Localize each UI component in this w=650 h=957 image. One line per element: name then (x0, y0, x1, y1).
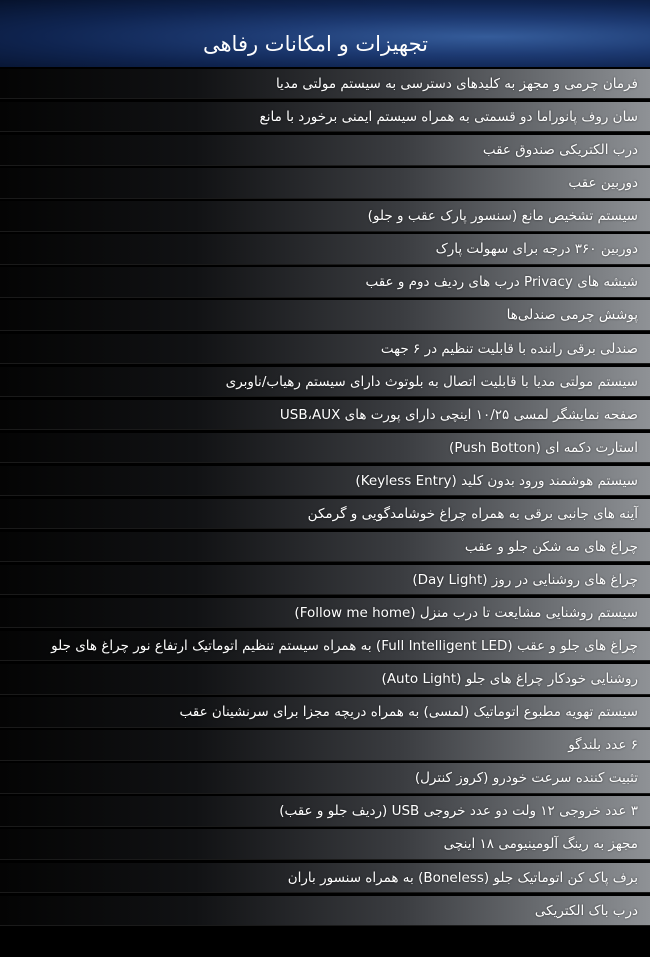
feature-text: چراغ های جلو و عقب (Full Intelligent LED) به همراه سیستم تنظیم اتوماتیک ارتفاع نور چراغ های جلو (51, 638, 638, 655)
feature-row (0, 664, 650, 694)
feature-text: ۳ عدد خروجی ۱۲ ولت دو عدد خروجی USB (ردیف جلو و عقب) (279, 803, 638, 820)
feature-text: سیستم هوشمند ورود بدون کلید (Keyless Entry) (355, 472, 638, 489)
feature-row (0, 168, 650, 198)
feature-text: دوربین ۳۶۰ درجه برای سهولت پارک (435, 241, 638, 258)
feature-text: ۶ عدد بلندگو (568, 737, 638, 754)
feature-text: آینه های جانبی برقی به همراه چراغ خوشامدگویی و گرمکن (307, 505, 638, 522)
feature-row (0, 532, 650, 562)
feature-row (0, 796, 650, 826)
feature-row (0, 433, 650, 463)
feature-row (0, 863, 650, 893)
feature-text: سیستم روشنایی مشایعت تا درب منزل (Follow me home) (294, 605, 638, 621)
feature-row (0, 829, 650, 859)
feature-text: سیستم مولتی مدیا با قابلیت اتصال به بلوتوث دارای سیستم رهیاب/ناوبری (225, 373, 638, 390)
feature-text: سیستم تشخیص مانع (سنسور پارک عقب و جلو) (367, 208, 638, 225)
feature-row (0, 697, 650, 727)
feature-row (0, 763, 650, 793)
feature-text: درب باک الکتریکی (534, 902, 638, 919)
feature-text: دوربین عقب (568, 175, 638, 192)
feature-row (0, 400, 650, 430)
feature-row (0, 499, 650, 529)
feature-row (0, 69, 650, 99)
feature-text: سان روف پانوراما دو قسمتی به همراه سیستم ایمنی برخورد با مانع (259, 109, 638, 126)
feature-text: تثبیت کننده سرعت خودرو (کروز کنترل) (414, 770, 638, 787)
feature-text: صفحه نمایشگر لمسی ۱۰/۲۵ اینچی دارای پورت های USB،AUX (279, 406, 638, 423)
feature-row (0, 234, 650, 264)
feature-text: شیشه های Privacy درب های ردیف دوم و عقب (365, 274, 638, 291)
feature-text: استارت دکمه ای (Push Botton) (449, 439, 638, 456)
feature-row (0, 300, 650, 330)
feature-row (0, 730, 650, 760)
feature-row (0, 367, 650, 397)
feature-row (0, 334, 650, 364)
feature-row (0, 201, 650, 231)
feature-text: صندلی برقی راننده با قابلیت تنظیم در ۶ جهت (380, 340, 638, 357)
feature-row (0, 598, 650, 628)
feature-text: پوشش چرمی صندلی‌ها (506, 307, 638, 324)
feature-text: چراغ های روشنایی در روز (Day Light) (412, 571, 638, 588)
feature-text: برف پاک کن اتوماتیک جلو (Boneless) به همراه سنسور باران (287, 869, 638, 886)
feature-text: سیستم تهویه مطبوع اتوماتیک (لمسی) به همراه دریچه مجزا برای سرنشینان عقب (179, 704, 638, 721)
feature-text: درب الکتریکی صندوق عقب (482, 142, 638, 159)
feature-row (0, 135, 650, 165)
feature-text: چراغ های مه شکن جلو و عقب (464, 538, 638, 555)
header-banner (0, 0, 650, 67)
feature-row (0, 565, 650, 595)
feature-row (0, 102, 650, 132)
feature-row (0, 466, 650, 496)
page-title: تجهیزات و امکانات رفاهی (202, 32, 428, 56)
feature-row (0, 631, 650, 661)
feature-row (0, 267, 650, 297)
feature-text: روشنایی خودکار چراغ های جلو (Auto Light) (381, 671, 638, 688)
feature-text: فرمان چرمی و مجهز به کلیدهای دسترسی به سیستم مولتی مدیا (275, 76, 638, 92)
feature-text: مجهز به رینگ آلومینیومی ۱۸ اینچی (443, 836, 638, 853)
feature-row (0, 896, 650, 926)
feature-list (0, 69, 650, 929)
